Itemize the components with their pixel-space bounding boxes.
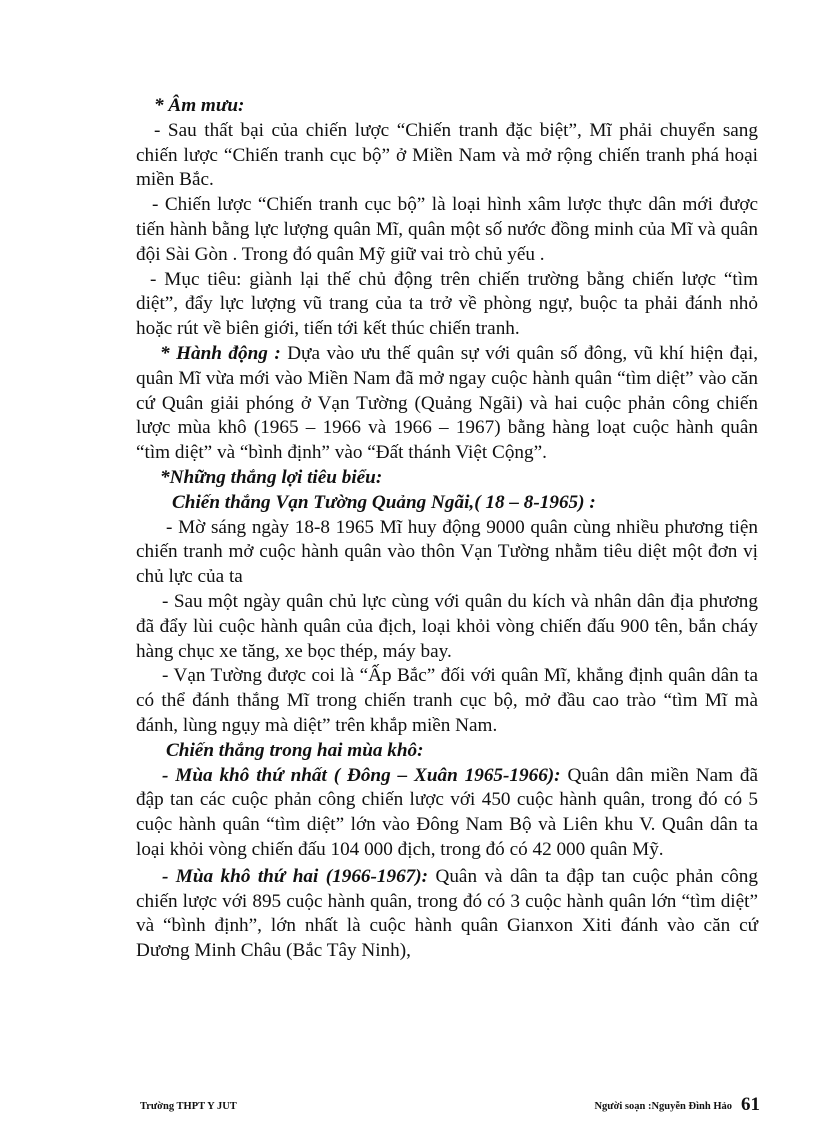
mua-kho-heading: Chiến thắng trong hai mùa khô: <box>166 739 424 761</box>
footer-author: Người soạn :Nguyễn Đình Hảo <box>594 1101 732 1112</box>
am-muu-paragraph-3: - Mục tiêu: giành lại thế chủ động trên chiến trường bằng chiến lược “tìm diệt”, đẩy lực lượng vũ trang của ta trở về phòng ngự, buộc ta phải đánh nhỏ hoặc rút về biên giới, tiến tới kết thúc chiến tranh. <box>136 268 758 340</box>
van-tuong-paragraph-2: - Sau một ngày quân chủ lực cùng với quân du kích và nhân dân địa phương đã đẩy lùi cuộc hành quân của địch, loại khỏi vòng chiến đấu 900 tên, bắn cháy hàng chục xe tăng, xe bọc thép, máy bay. <box>136 590 758 662</box>
page-number: 61 <box>741 1094 760 1115</box>
mua-kho-1-paragraph <box>136 764 758 863</box>
am-muu-paragraph-1: - Sau thất bại của chiến lược “Chiến tranh đặc biệt”, Mĩ phải chuyển sang chiến lược “Chiến tranh cục bộ” ở Miền Nam và mở rộng chiến tranh phá hoại miền Bắc. <box>136 119 758 191</box>
mua-kho-2-label: - Mùa khô thứ hai (1966-1967): <box>162 865 429 887</box>
am-muu-heading: * Âm mưu: <box>154 95 245 116</box>
mua-kho-2-paragraph <box>136 865 758 964</box>
mua-kho-2-text: Quân và dân ta đập tan cuộc phản công chiến lược với 895 cuộc hành quân, trong đó có 3 cuộc hành quân lớn “tìm diệt” và “bình định”, lớn nhất là cuộc hành quân Gianxon Xiti đánh vào căn cứ Dương Minh Châu (Bắc Tây Ninh), <box>136 865 758 962</box>
page-footer <box>140 1094 760 1120</box>
van-tuong-paragraph-1: - Mờ sáng ngày 18-8 1965 Mĩ huy động 9000 quân cùng nhiều phương tiện chiến tranh mở cuộc hành quân vào thôn Vạn Tường nhằm tiêu diệt một đơn vị chủ lực của ta <box>136 516 758 588</box>
am-muu-paragraph-2: - Chiến lược “Chiến tranh cục bộ” là loại hình xâm lược thực dân mới được tiến hành bằng lực lượng quân Mĩ, quân một số nước đồng minh của Mĩ và quân đội Sài Gòn . Trong đó quân Mỹ giữ vai trò chủ yếu . <box>136 194 758 265</box>
hanh-dong-label: * Hành động : <box>160 342 281 364</box>
thang-loi-heading: *Những thắng lợi tiêu biểu: <box>160 466 383 488</box>
mua-kho-1-label: - Mùa khô thứ nhất ( Đông – Xuân 1965-1966): <box>162 764 561 786</box>
footer-school: Trường THPT Y JUT <box>140 1101 237 1112</box>
van-tuong-heading: Chiến thắng Vạn Tường Quảng Ngãi,( 18 – 8-1965) : <box>172 491 596 513</box>
hanh-dong-paragraph <box>136 342 758 466</box>
hanh-dong-text: Dựa vào ưu thế quân sự với quân số đông, vũ khí hiện đại, quân Mĩ vừa mới vào Miền Nam đã mở ngay cuộc hành quân “tìm diệt” vào căn cứ Quân giải phóng ở Vạn Tường (Quảng Ngãi) và hai cuộc phản công chiến lược mùa khô (1965 – 1966 và 1966 – 1967) bằng hàng loạt cuộc hành quân “tìm diệt” và “bình định” vào “Đất thánh Việt Cộng”. <box>136 342 758 464</box>
document-body <box>136 94 758 964</box>
mua-kho-1-text: Quân dân miền Nam đã đập tan các cuộc phản công chiến lược với 450 cuộc hành quân, trong đó có 5 cuộc hành quân “tìm diệt” lớn vào Đông Nam Bộ và Liên khu V. Quân dân ta loại khỏi vòng chiến đấu 104 000 địch, trong đó có 42 000 quân Mỹ. <box>136 764 758 860</box>
van-tuong-paragraph-3: - Vạn Tường được coi là “Ấp Bắc” đối với quân Mĩ, khẳng định quân dân ta có thể đánh thắng Mĩ trong chiến tranh cục bộ, mở đầu cao trào “tìm Mĩ mà đánh, lùng ngụy mà diệt” trên khắp miền Nam. <box>136 665 758 736</box>
